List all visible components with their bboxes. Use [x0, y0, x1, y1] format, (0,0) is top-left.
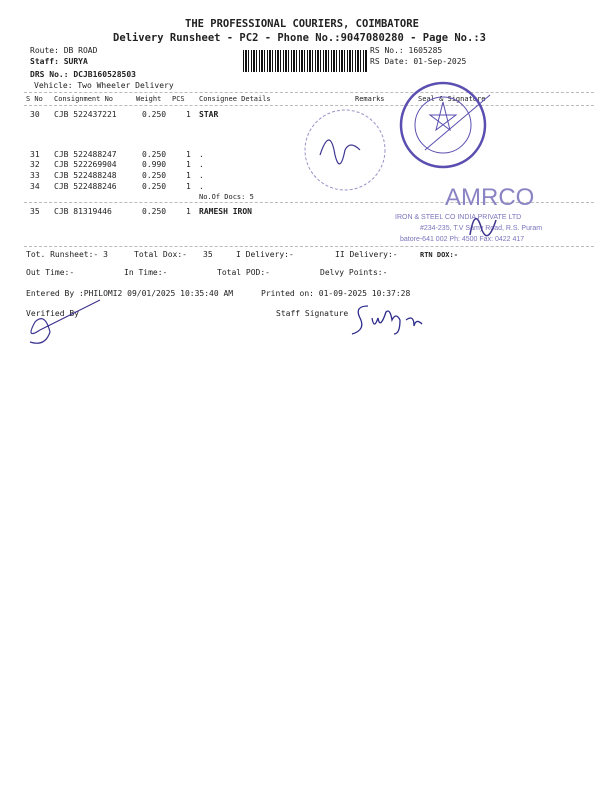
col-weight: Weight: [136, 95, 162, 103]
row-consignee: .: [199, 150, 204, 159]
out-time: Out Time:-: [26, 268, 75, 277]
tot-runsheet: Tot. Runsheet:- 3: [26, 250, 108, 259]
row-cn: CJB 522488248: [54, 171, 117, 180]
row-pcs: 1: [186, 110, 191, 119]
row-pcs: 1: [186, 182, 191, 191]
row-consignee: .: [199, 160, 204, 169]
svg-text:#234-235, T.V Samy Road, R.S.: #234-235, T.V Samy Road, R.S. Puram: [420, 225, 543, 232]
row-wt: 0.990: [142, 160, 167, 169]
row-wt: 0.250: [142, 150, 167, 159]
row-sno: 33: [30, 171, 40, 180]
staff-signature-label: Staff Signature: [276, 309, 349, 318]
svg-text:batore-641 002 Ph: 4500 Fax: 0: batore-641 002 Ph: 4500 Fax: 0422 417: [400, 236, 525, 243]
rtn-dox: RTN DOX:-: [420, 251, 458, 259]
rs-date: RS Date: 01-Sep-2025: [370, 57, 467, 66]
row-pcs: 1: [186, 150, 191, 159]
row-cn: CJB 81319446: [54, 207, 112, 216]
printed-on: Printed on: 01-09-2025 10:37:28: [261, 289, 411, 298]
col-sno: S No: [26, 95, 43, 103]
runsheet-subtitle: Delivery Runsheet - PC2 - Phone No.:9047080280 - Page No.:3: [113, 32, 486, 44]
delvy-points: Delvy Points:-: [320, 268, 388, 277]
row-sno: 35: [30, 207, 40, 216]
svg-text:AMRCO: AMRCO: [445, 184, 535, 211]
row-sno: 30: [30, 110, 40, 119]
row-consignee: .: [199, 182, 204, 191]
vehicle: Vehicle: Two Wheeler Delivery: [34, 81, 174, 90]
drs-no: DRS No.: DCJB160528503: [30, 70, 136, 79]
row-sno: 31: [30, 150, 40, 159]
row-pcs: 1: [186, 171, 191, 180]
svg-text:IRON & STEEL CO INDIA PRIVATE: IRON & STEEL CO INDIA PRIVATE LTD: [395, 214, 522, 221]
row-consignee: RAMESH IRON: [199, 207, 252, 216]
total-dox-value: 35: [203, 250, 213, 259]
amrco-stamp: [390, 180, 600, 244]
row-wt: 0.250: [142, 110, 167, 119]
total-dox: Total Dox:-: [134, 250, 187, 259]
row-consignee: STAR: [199, 110, 219, 119]
row-pcs: 1: [186, 160, 191, 169]
company-title: THE PROFESSIONAL COURIERS, COIMBATORE: [185, 18, 419, 30]
row-cn: CJB 522488247: [54, 150, 117, 159]
staff-signature: [350, 300, 430, 340]
col-consignee: Consignee Details: [199, 95, 271, 103]
staff: Staff: SURYA: [30, 57, 88, 66]
in-time: In Time:-: [124, 268, 168, 277]
route: Route: DB ROAD: [30, 46, 98, 55]
entered-by: Entered By :PHILOMI2 09/01/2025 10:35:40 AM: [26, 289, 234, 298]
row-sno: 34: [30, 182, 40, 191]
verified-by: Verified By: [26, 309, 79, 318]
rs-no: RS No.: 1605285: [370, 46, 443, 55]
row-wt: 0.250: [142, 182, 167, 191]
verified-signature: [20, 295, 110, 345]
ii-delivery: II Delivery:-: [335, 250, 398, 259]
barcode: [243, 50, 368, 72]
row-wt: 0.250: [142, 207, 167, 216]
row-wt: 0.250: [142, 171, 167, 180]
col-remarks: Remarks: [355, 95, 385, 103]
row-pcs: 1: [186, 207, 191, 216]
col-consignment: Consignment No: [54, 95, 114, 103]
col-pcs: PCS: [172, 95, 185, 103]
row-cn: CJB 522269904: [54, 160, 117, 169]
total-pod: Total POD:-: [217, 268, 270, 277]
col-seal: Seal & Signature: [418, 95, 486, 103]
i-delivery: I Delivery:-: [236, 250, 294, 259]
row-cn: CJB 522437221: [54, 110, 117, 119]
no-of-docs: No.Of Docs: 5: [199, 193, 254, 201]
row-cn: CJB 522488246: [54, 182, 117, 191]
row-sno: 32: [30, 160, 40, 169]
row-consignee: .: [199, 171, 204, 180]
